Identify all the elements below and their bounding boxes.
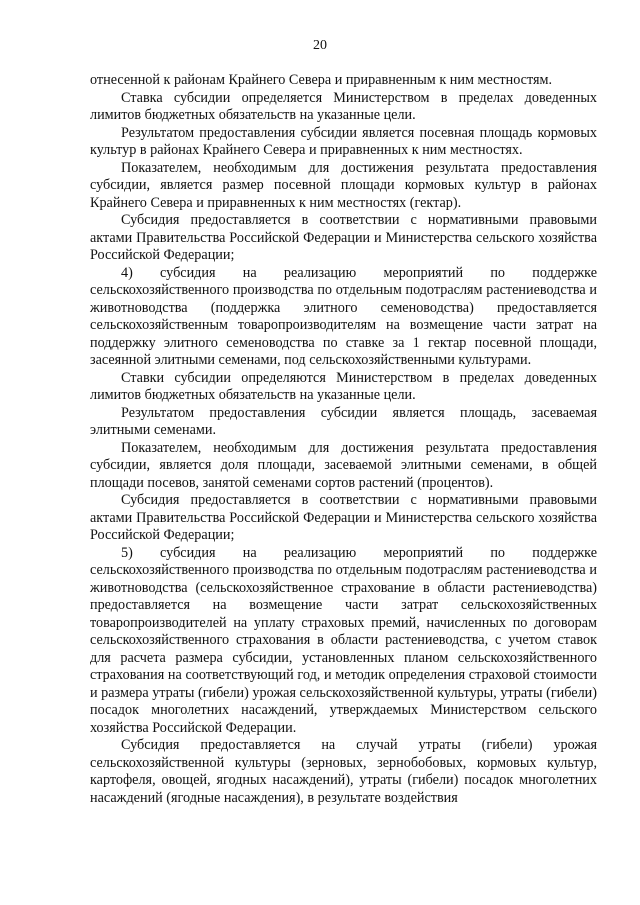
paragraph-11: 5) субсидия на реализацию мероприятий по поддержке сельскохозяйственного производства по отдельным подотраслям растениеводства и животноводства (сельскохозяйственное страхование в области растениеводства) предоставляется на возмещение части затрат сельскохозяйственных товаропроизводителей на уплату страховых премий, начисленных по договорам сельскохозяйственного страхования в области растениеводства, с учетом ставок для расчета размера субсидии, установленных планом сельскохозяйственного страхования на соответствующий год, и методик определения страховой стоимости и размера утраты (гибели) урожая сельскохозяйственной культуры, утраты (гибели) посадок многолетних насаждений, утверждаемых Министерством сельского хозяйства Российской Федерации. <box>90 544 597 736</box>
paragraph-8: Результатом предоставления субсидии является площадь, засеваемая элитными семенами. <box>90 404 597 438</box>
paragraph-2: Ставка субсидии определяется Министерством в пределах доведенных лимитов бюджетных обязательств на указанные цели. <box>90 89 597 123</box>
paragraph-4: Показателем, необходимым для достижения результата предоставления субсидии, является размер посевной площади кормовых культур в районах Крайнего Севера и приравненных к ним местностях (гектар). <box>90 159 597 211</box>
document-body <box>90 72 597 807</box>
paragraph-5: Субсидия предоставляется в соответствии с нормативными правовыми актами Правительства Российской Федерации и Министерства сельского хозяйства Российской Федерации; <box>90 212 597 263</box>
page-number: 20 <box>313 38 327 53</box>
paragraph-7: Ставки субсидии определяются Министерством в пределах доведенных лимитов бюджетных обязательств на указанные цели. <box>90 369 597 403</box>
paragraph-6: 4) субсидия на реализацию мероприятий по поддержке сельскохозяйственного производства по отдельным подотраслям растениеводства и животноводства (поддержка элитного семеноводства) предоставляется сельскохозяйственным товаропроизводителям на возмещение части затрат на поддержку элитного семеноводства по ставке за 1 гектар посевной площади, засеянной элитными семенами, под сельскохозяйственными культурами. <box>90 264 597 368</box>
paragraph-1: отнесенной к районам Крайнего Севера и приравненным к ним местностям. <box>90 72 553 88</box>
paragraph-10: Субсидия предоставляется в соответствии с нормативными правовыми актами Правительства Российской Федерации и Министерства сельского хозяйства Российской Федерации; <box>90 492 597 543</box>
paragraph-9: Показателем, необходимым для достижения результата предоставления субсидии, является доля площади, засеваемой элитными семенами, в общей площади посевов, занятой семенами сортов растений (процентов). <box>90 439 597 491</box>
paragraph-12: Субсидия предоставляется на случай утраты (гибели) урожая сельскохозяйственной культуры (зерновых, зернобобовых, кормовых культур, картофеля, овощей, ягодных насаждений), утраты (гибели) посадок многолетних насаждений (ягодные насаждения), в результате воздействия <box>90 737 597 806</box>
paragraph-3: Результатом предоставления субсидии является посевная площадь кормовых культур в районах Крайнего Севера и приравненных к ним местностях. <box>90 124 597 158</box>
